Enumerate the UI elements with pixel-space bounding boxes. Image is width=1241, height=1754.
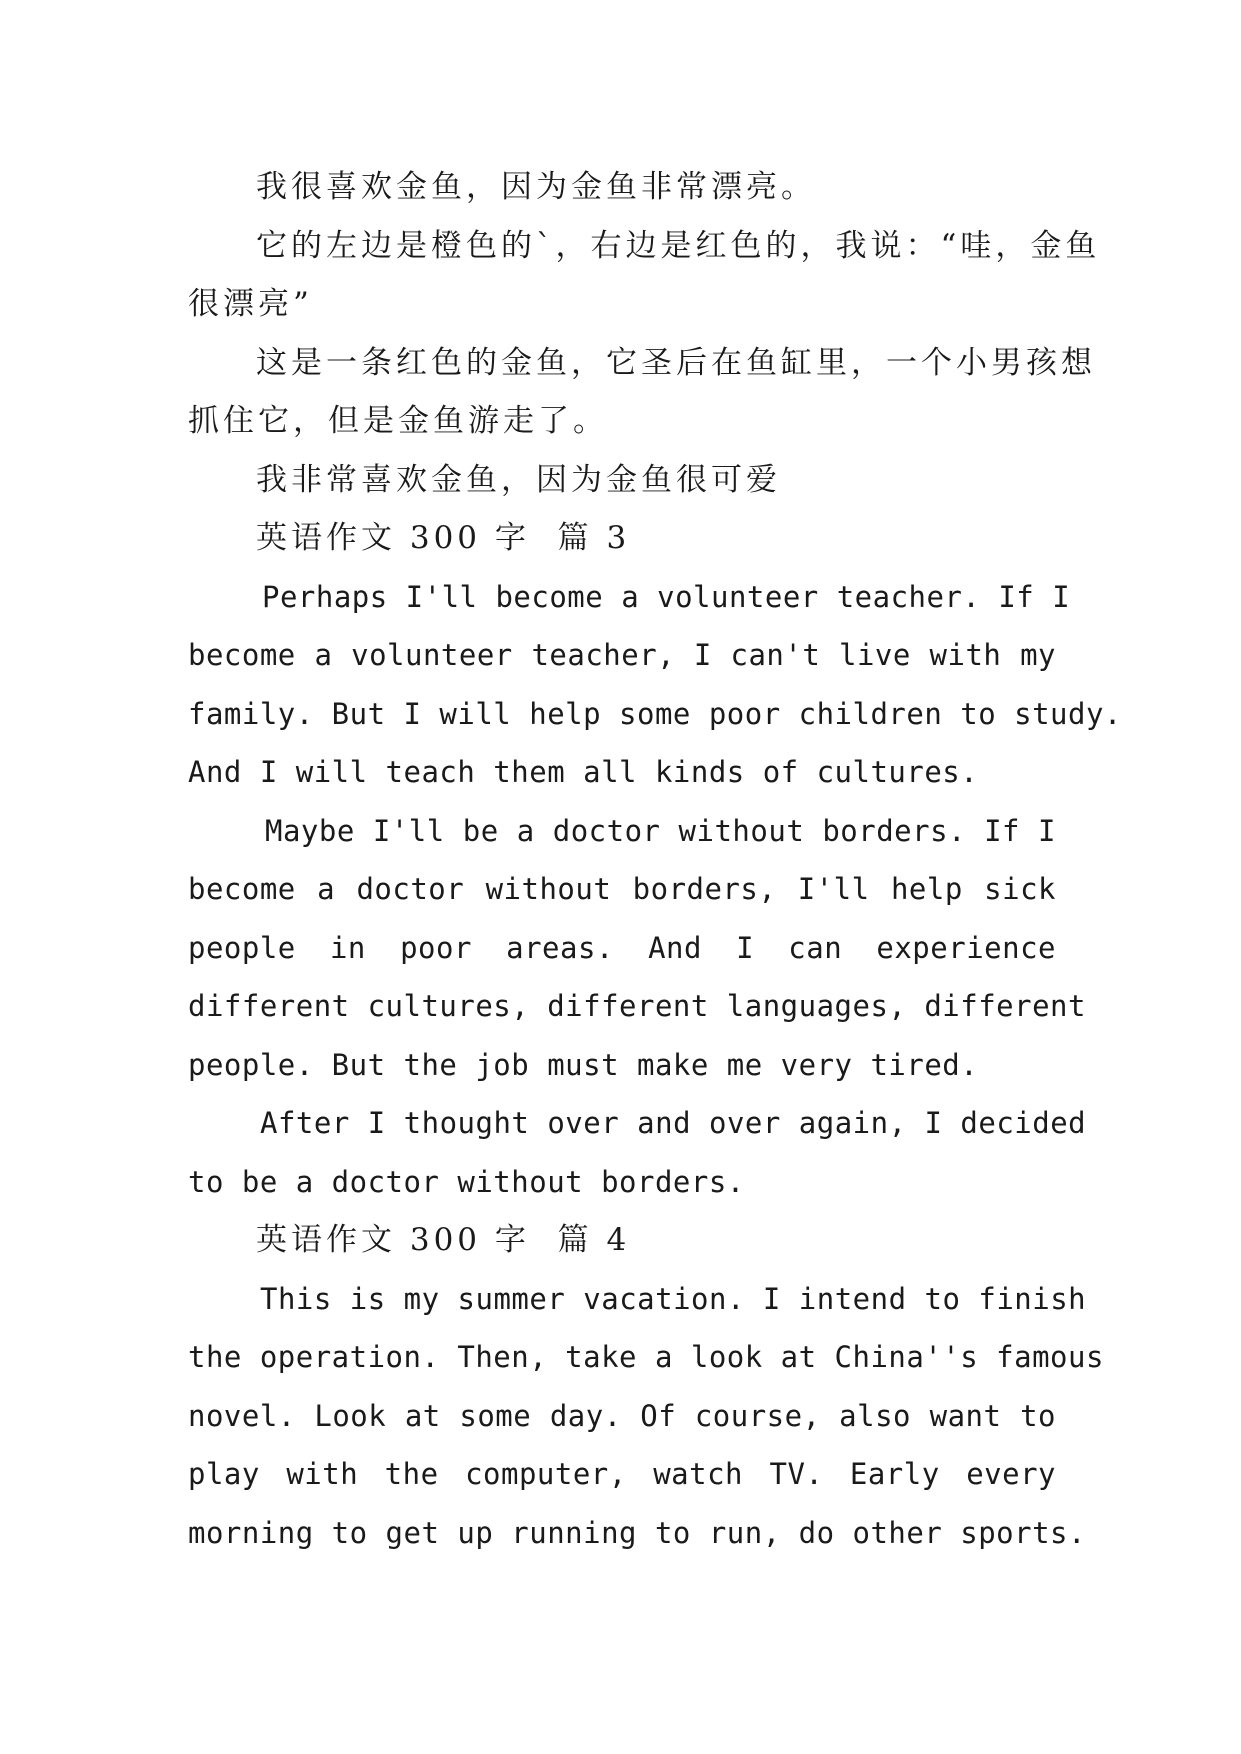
paragraph-line: family. But I will help some poor children to study.	[188, 696, 1122, 731]
paragraph-line: And I will teach them all kinds of cultures.	[188, 755, 979, 789]
paragraph-line: 这是一条红色的金鱼，它圣后在鱼缸里，一个小男孩想	[256, 344, 1096, 381]
paragraph-line: This is my summer vacation. I intend to finish	[260, 1281, 1087, 1316]
paragraph-line: 我很喜欢金鱼，因为金鱼非常漂亮。	[256, 169, 816, 205]
section-heading: 英语作文 300 字 篇 3	[256, 520, 631, 556]
paragraph-line: 我非常喜欢金鱼，因为金鱼很可爱	[256, 461, 781, 498]
paragraph-line: to be a doctor without borders.	[188, 1164, 745, 1199]
paragraph-line: become a doctor without borders, I'll help sick	[188, 872, 1056, 906]
paragraph-line: 它的左边是橙色的`，右边是红色的，我说：“哇，金鱼	[256, 227, 1101, 264]
paragraph-line: 很漂亮”	[188, 286, 313, 322]
section-heading: 英语作文 300 字 篇 4	[256, 1222, 631, 1258]
paragraph-line: morning to get up running to run, do other sports.	[188, 1515, 1086, 1550]
paragraph-line: After I thought over and over again, I decided	[260, 1106, 1087, 1140]
document-body	[188, 158, 1122, 1562]
paragraph-line: become a volunteer teacher, I can't live with my	[188, 638, 1056, 672]
paragraph-line: different cultures, different languages, different	[188, 989, 1086, 1023]
paragraph-line: novel. Look at some day. Of course, also want to	[188, 1398, 1056, 1433]
paragraph-line: play with the computer, watch TV. Early every	[188, 1457, 1056, 1491]
paragraph-line: 抓住它，但是金鱼游走了。	[188, 403, 608, 439]
paragraph-line: people. But the job must make me very tired.	[188, 1047, 979, 1082]
paragraph-line: people in poor areas. And I can experience	[188, 930, 1056, 965]
paragraph-line: Maybe I'll be a doctor without borders. If I	[265, 813, 1056, 848]
paragraph-line: Perhaps I'll become a volunteer teacher. If I	[262, 579, 1071, 614]
paragraph-line: the operation. Then, take a look at China''s famous	[188, 1340, 1104, 1374]
